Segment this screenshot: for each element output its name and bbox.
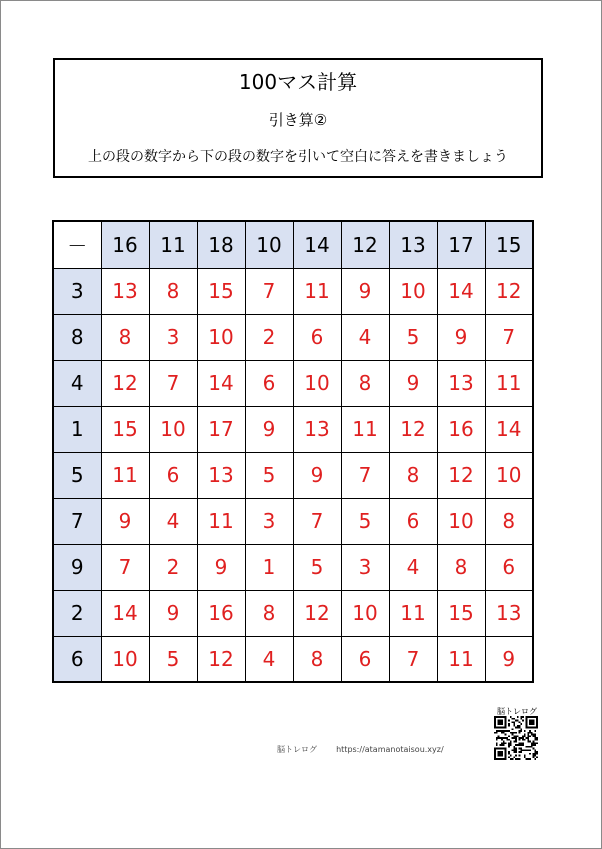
answer-cell[interactable]: 10 xyxy=(341,590,389,636)
answer-cell[interactable]: 8 xyxy=(485,498,533,544)
answer-cell[interactable]: 15 xyxy=(437,590,485,636)
grid-row xyxy=(53,268,533,314)
answer-cell[interactable]: 10 xyxy=(293,360,341,406)
answer-cell[interactable]: 15 xyxy=(197,268,245,314)
answer-cell[interactable]: 8 xyxy=(101,314,149,360)
answer-cell[interactable]: 11 xyxy=(341,406,389,452)
left-number-cell: 8 xyxy=(53,314,101,360)
answer-cell[interactable]: 14 xyxy=(101,590,149,636)
answer-cell[interactable]: 16 xyxy=(437,406,485,452)
header-box xyxy=(53,58,543,178)
answer-cell[interactable]: 8 xyxy=(437,544,485,590)
answer-cell[interactable]: 6 xyxy=(149,452,197,498)
answer-cell[interactable]: 15 xyxy=(101,406,149,452)
hundred-cell-grid xyxy=(52,220,534,683)
grid-row xyxy=(53,636,533,682)
grid-row xyxy=(53,360,533,406)
answer-cell[interactable]: 4 xyxy=(341,314,389,360)
answer-cell[interactable]: 3 xyxy=(341,544,389,590)
top-number-cell: 14 xyxy=(293,221,341,268)
answer-cell[interactable]: 9 xyxy=(437,314,485,360)
grid-row xyxy=(53,452,533,498)
grid-body xyxy=(53,221,533,682)
footer-site-name: 脳トレログ xyxy=(277,745,317,754)
answer-cell[interactable]: 1 xyxy=(245,544,293,590)
answer-cell[interactable]: 11 xyxy=(485,360,533,406)
answer-cell[interactable]: 9 xyxy=(245,406,293,452)
answer-cell[interactable]: 5 xyxy=(341,498,389,544)
answer-cell[interactable]: 10 xyxy=(485,452,533,498)
answer-cell[interactable]: 17 xyxy=(197,406,245,452)
answer-cell[interactable]: 13 xyxy=(437,360,485,406)
answer-cell[interactable]: 7 xyxy=(293,498,341,544)
answer-cell[interactable]: 7 xyxy=(389,636,437,682)
answer-cell[interactable]: 14 xyxy=(437,268,485,314)
top-number-cell: 18 xyxy=(197,221,245,268)
answer-cell[interactable]: 8 xyxy=(149,268,197,314)
answer-cell[interactable]: 7 xyxy=(101,544,149,590)
answer-cell[interactable]: 6 xyxy=(293,314,341,360)
answer-cell[interactable]: 11 xyxy=(101,452,149,498)
answer-cell[interactable]: 8 xyxy=(293,636,341,682)
left-number-cell: 6 xyxy=(53,636,101,682)
answer-cell[interactable]: 16 xyxy=(197,590,245,636)
footer-url[interactable]: https://atamanotaisou.xyz/ xyxy=(336,745,444,754)
answer-cell[interactable]: 11 xyxy=(197,498,245,544)
answer-cell[interactable]: 11 xyxy=(389,590,437,636)
answer-cell[interactable]: 7 xyxy=(485,314,533,360)
answer-cell[interactable]: 14 xyxy=(197,360,245,406)
answer-cell[interactable]: 10 xyxy=(149,406,197,452)
left-number-cell: 5 xyxy=(53,452,101,498)
answer-cell[interactable]: 7 xyxy=(245,268,293,314)
qr-code-icon[interactable] xyxy=(494,716,538,760)
left-number-cell: 3 xyxy=(53,268,101,314)
answer-cell[interactable]: 14 xyxy=(485,406,533,452)
grid-row xyxy=(53,544,533,590)
grid-row xyxy=(53,498,533,544)
answer-cell[interactable]: 5 xyxy=(293,544,341,590)
answer-cell[interactable]: 9 xyxy=(101,498,149,544)
left-number-cell: 9 xyxy=(53,544,101,590)
qr-label: 脳トレログ xyxy=(497,707,537,716)
answer-cell[interactable]: 8 xyxy=(245,590,293,636)
answer-cell[interactable]: 12 xyxy=(293,590,341,636)
answer-cell[interactable]: 13 xyxy=(101,268,149,314)
answer-cell[interactable]: 12 xyxy=(485,268,533,314)
left-number-cell: 2 xyxy=(53,590,101,636)
left-number-cell: 1 xyxy=(53,406,101,452)
answer-cell[interactable]: 8 xyxy=(389,452,437,498)
top-number-cell: 15 xyxy=(485,221,533,268)
answer-cell[interactable]: 12 xyxy=(437,452,485,498)
answer-cell[interactable]: 2 xyxy=(149,544,197,590)
top-number-row xyxy=(53,221,533,268)
top-number-cell: 11 xyxy=(149,221,197,268)
answer-cell[interactable]: 13 xyxy=(197,452,245,498)
answer-cell[interactable]: 5 xyxy=(245,452,293,498)
answer-cell[interactable]: 2 xyxy=(245,314,293,360)
answer-cell[interactable]: 9 xyxy=(389,360,437,406)
answer-cell[interactable]: 13 xyxy=(485,590,533,636)
answer-cell[interactable]: 4 xyxy=(389,544,437,590)
answer-cell[interactable]: 5 xyxy=(389,314,437,360)
answer-cell[interactable]: 9 xyxy=(341,268,389,314)
answer-cell[interactable]: 6 xyxy=(485,544,533,590)
top-number-cell: 16 xyxy=(101,221,149,268)
answer-cell[interactable]: 9 xyxy=(197,544,245,590)
page-title: 100マス計算 xyxy=(238,70,358,94)
top-number-cell: 17 xyxy=(437,221,485,268)
answer-cell[interactable]: 3 xyxy=(149,314,197,360)
answer-cell[interactable]: 12 xyxy=(101,360,149,406)
answer-cell[interactable]: 11 xyxy=(293,268,341,314)
answer-cell[interactable]: 10 xyxy=(197,314,245,360)
answer-cell[interactable]: 9 xyxy=(485,636,533,682)
answer-cell[interactable]: 11 xyxy=(437,636,485,682)
left-number-cell: 7 xyxy=(53,498,101,544)
page-subtitle: 引き算② xyxy=(268,111,328,129)
answer-cell[interactable]: 8 xyxy=(341,360,389,406)
grid-row xyxy=(53,590,533,636)
answer-cell[interactable]: 12 xyxy=(389,406,437,452)
operator-cell: － xyxy=(53,221,101,268)
answer-cell[interactable]: 10 xyxy=(389,268,437,314)
top-number-cell: 10 xyxy=(245,221,293,268)
answer-cell[interactable]: 4 xyxy=(245,636,293,682)
instructions-text: 上の段の数字から下の段の数字を引いて空白に答えを書きましょう xyxy=(88,149,508,165)
grid-row xyxy=(53,406,533,452)
answer-cell[interactable]: 7 xyxy=(149,360,197,406)
left-number-cell: 4 xyxy=(53,360,101,406)
answer-cell[interactable]: 9 xyxy=(149,590,197,636)
answer-cell[interactable]: 5 xyxy=(149,636,197,682)
answer-cell[interactable]: 10 xyxy=(437,498,485,544)
answer-cell[interactable]: 10 xyxy=(101,636,149,682)
grid-row xyxy=(53,314,533,360)
answer-cell[interactable]: 3 xyxy=(245,498,293,544)
answer-cell[interactable]: 13 xyxy=(293,406,341,452)
answer-cell[interactable]: 4 xyxy=(149,498,197,544)
answer-cell[interactable]: 7 xyxy=(341,452,389,498)
answer-cell[interactable]: 6 xyxy=(341,636,389,682)
top-number-cell: 12 xyxy=(341,221,389,268)
answer-cell[interactable]: 6 xyxy=(245,360,293,406)
answer-cell[interactable]: 9 xyxy=(293,452,341,498)
answer-cell[interactable]: 6 xyxy=(389,498,437,544)
answer-cell[interactable]: 12 xyxy=(197,636,245,682)
footer-credit xyxy=(277,744,444,755)
top-number-cell: 13 xyxy=(389,221,437,268)
